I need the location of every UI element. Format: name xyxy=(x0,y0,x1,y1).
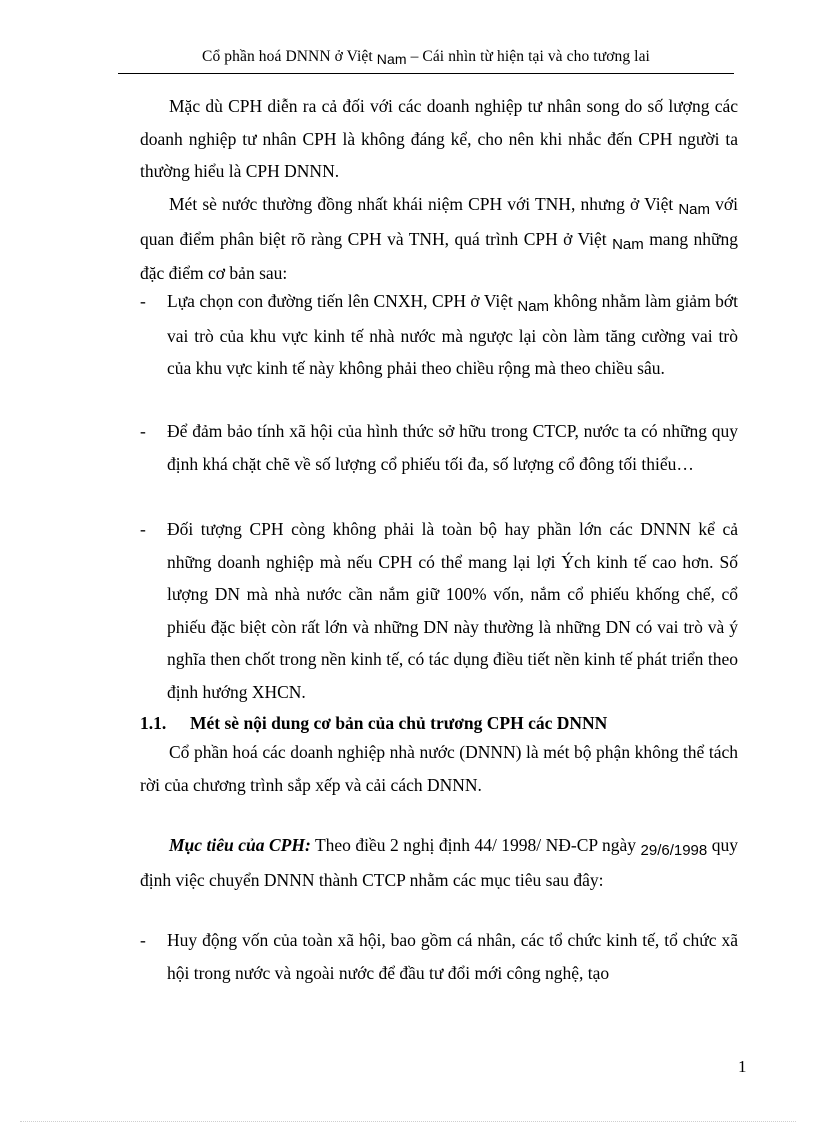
paragraph-3: Cổ phần hoá các doanh nghiệp nhà nước (DNNN) là mét bộ phận không thể tách rời của chương trình sắp xếp và cải cách DNNN. xyxy=(140,742,738,795)
paragraph-2-nam-1: Nam xyxy=(678,201,710,218)
header-title-part2: – Cái nhìn từ hiện tại và cho tương lai xyxy=(406,48,650,65)
list-item-4-text: Huy động vốn của toàn xã hội, bao gồm cá nhân, các tổ chức kinh tế, tổ chức xã hội trong nước và ngoài nước để đầu tư đổi mới công nghệ, tạo xyxy=(167,930,738,983)
list-item-1-nam: Nam xyxy=(517,298,550,315)
paragraph-1: Mặc dù CPH diễn ra cả đối với các doanh nghiệp tư nhân song do số lượng các doanh nghiệp tư nhân CPH là không đáng kể, cho nên khi nhắc đến CPH người ta thường hiểu là CPH DNNN. xyxy=(140,96,738,181)
bullet-dash: - xyxy=(140,421,146,441)
decree-date: 29/6/1998 xyxy=(640,842,708,859)
list-item-1-part-a: Lựa chọn con đường tiến lên CNXH, CPH ở Việt xyxy=(167,291,518,311)
bullet-dash: - xyxy=(140,930,146,950)
header-title-nam: Nam xyxy=(376,51,407,67)
header-rule xyxy=(118,73,734,74)
objectives-label: Mục tiêu của CPH: xyxy=(169,835,311,855)
paragraph-4 xyxy=(140,829,738,896)
bullet-dash: - xyxy=(140,519,146,539)
list-item-4 xyxy=(140,924,738,989)
section-title: Mét sè nội dung cơ bản của chủ trương CPH các DNNN xyxy=(190,713,608,733)
list-item-1-text xyxy=(167,285,738,385)
paragraph-2-part-c: mang những đặc điểm cơ bản sau: xyxy=(140,228,738,283)
list-item-2 xyxy=(140,415,738,480)
paragraph-4-part-b: quy định việc chuyển DNNN thành CTCP nhằm các mục tiêu sau đây: xyxy=(140,835,738,890)
paragraph-2-part-b: với quan điểm phân biệt rõ ràng CPH và TNH, quá trình CPH ở Việt xyxy=(140,194,738,249)
list-item-3 xyxy=(140,513,738,708)
page-bottom-dotted-edge xyxy=(20,1121,796,1122)
list-item-2-text: Để đảm bảo tính xã hội của hình thức sở hữu trong CTCP, nước ta có những quy định khá chặt chẽ về số lượng cổ phiếu tối đa, số lượng cổ đông tối thiểu… xyxy=(167,421,738,474)
paragraph-2-nam-2: Nam xyxy=(612,235,644,253)
bullet-dash: - xyxy=(140,291,146,311)
header-title-part1: Cổ phần hoá DNNN ở Việt xyxy=(202,48,377,65)
list-item-3-text: Đối tượng CPH còng không phải là toàn bộ hay phần lớn các DNNN kể cả những doanh nghiệp mà nếu CPH có thể mang lại lợi Ých kinh tế cao hơn. Số lượng DN mà nhà nước cần nắm giữ 100% vốn, nắm cổ phiếu khống chế, cổ phiếu đặc biệt còn rất lớn và những DN này thường là những DN có vai trò và ý nghĩa then chốt trong nền kinh tế, có tác dụng điều tiết nền kinh tế phát triển theo định hướng XHCN. xyxy=(167,519,738,702)
section-number: 1.1. xyxy=(140,713,167,733)
paragraph-2 xyxy=(140,188,738,290)
paragraph-2-part-a: Mét sè nước thường đồng nhất khái niệm CPH với TNH, nhưng ở Việt xyxy=(169,194,679,214)
list-item-1 xyxy=(140,285,738,385)
page-header xyxy=(118,48,734,66)
paragraph-4-part-a: Theo điều 2 nghị định 44/ 1998/ NĐ-CP ngày xyxy=(310,835,641,855)
page-number: 1 xyxy=(738,1057,747,1076)
list-item-1-part-b: không nhằm làm giảm bớt vai trò của khu vực kinh tế nhà nước mà ngược lại còn làm tăng cường vai trò của khu vực kinh tế này không phải theo chiều rộng mà theo chiều sâu. xyxy=(167,291,739,378)
